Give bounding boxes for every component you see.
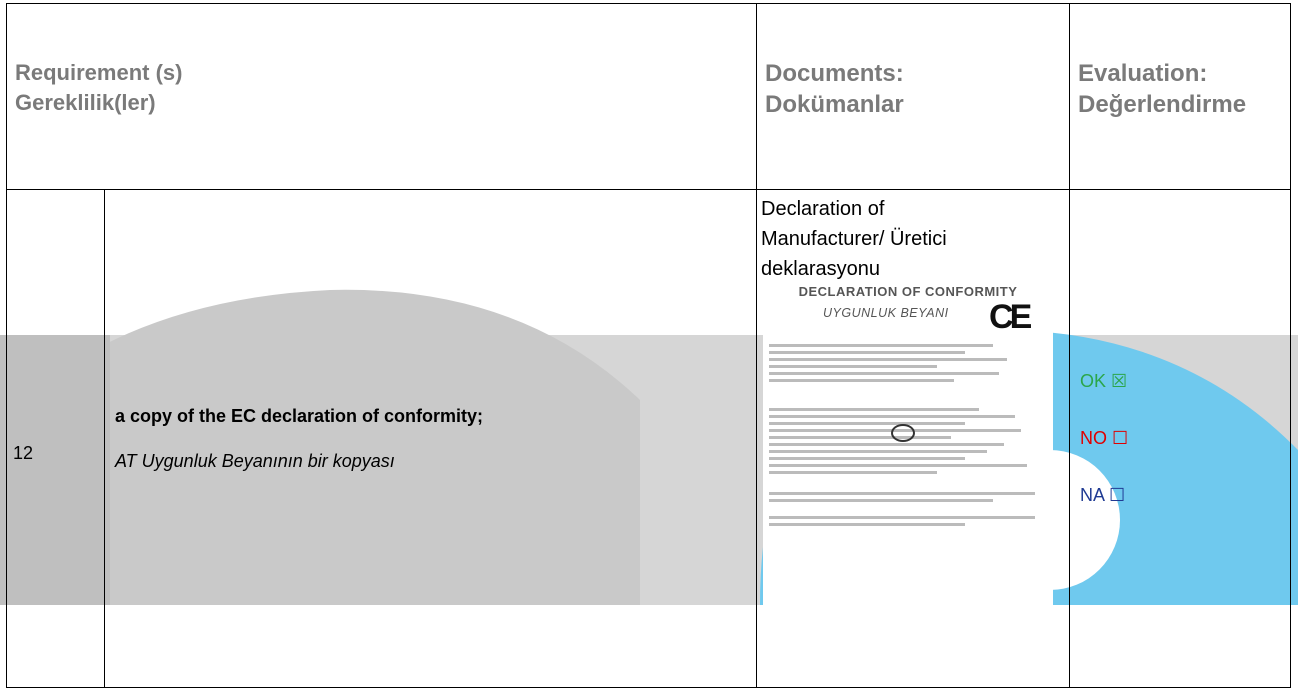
ce-mark-icon: CE	[989, 298, 1029, 336]
requirement-cell	[105, 190, 757, 688]
eval-na-checkbox[interactable]: NA ☐	[1080, 485, 1126, 505]
requirements-table	[6, 3, 1291, 688]
document-line-1: Declaration of	[761, 198, 885, 220]
evaluation-cell	[1070, 190, 1291, 688]
header-documents	[757, 4, 1070, 190]
requirement-en: a copy of the EC declaration of conformity;	[115, 405, 484, 426]
company-logo-icon	[891, 424, 915, 442]
requirement-tr: AT Uygunluk Beyanının bir kopyası	[115, 450, 395, 471]
header-requirement	[7, 4, 757, 190]
eval-ok-checkbox[interactable]: OK ☒	[1080, 371, 1128, 391]
header-documents-tr: Dokümanlar	[765, 91, 904, 118]
header-row	[7, 4, 1291, 190]
table-row	[7, 190, 1291, 688]
header-evaluation-en: Evaluation:	[1078, 60, 1208, 87]
row-number: 12	[7, 190, 105, 688]
document-line-2: Manufacturer/ Üretici	[761, 228, 947, 250]
documents-cell	[757, 190, 1070, 688]
header-requirement-en: Requirement (s)	[15, 60, 183, 85]
header-requirement-tr: Gereklilik(ler)	[15, 90, 156, 115]
declaration-image-title: DECLARATION OF CONFORMITY	[798, 284, 1018, 299]
header-evaluation-tr: Değerlendirme	[1078, 91, 1247, 118]
eval-no-checkbox[interactable]: NO ☐	[1080, 428, 1129, 448]
header-documents-en: Documents:	[765, 60, 904, 87]
declaration-image	[763, 284, 1053, 609]
document-line-3: deklarasyonu	[761, 258, 880, 280]
declaration-image-subtitle: UYGUNLUK BEYANI	[823, 306, 949, 320]
document-description	[761, 190, 1065, 284]
header-evaluation	[1070, 4, 1291, 190]
